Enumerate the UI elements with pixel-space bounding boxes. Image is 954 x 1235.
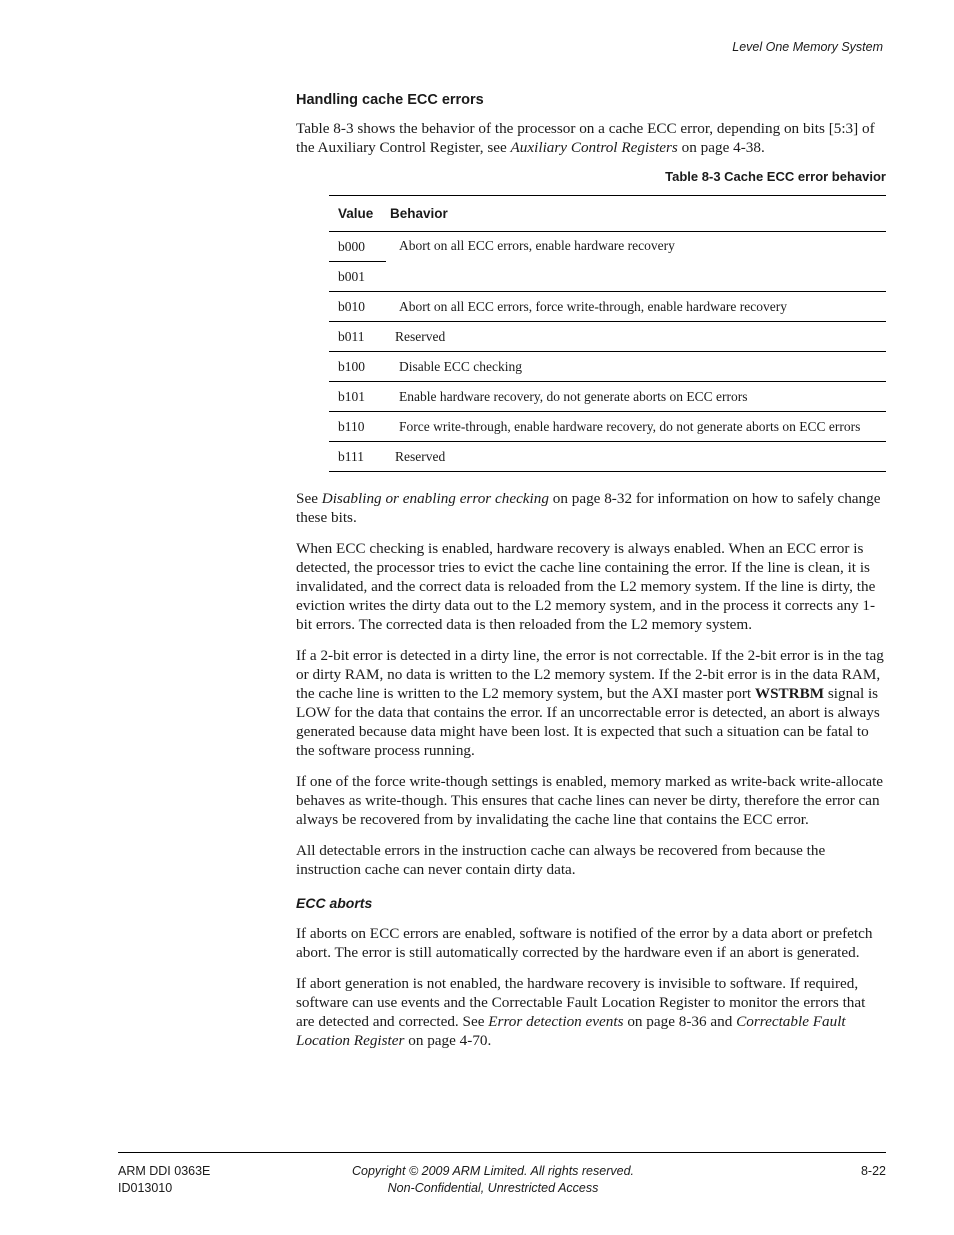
table-row xyxy=(329,442,886,472)
signal-name: WSTRBM xyxy=(754,685,825,702)
force-write-through-paragraph: If one of the force write-though settings is enabled, memory marked as write-back write-allocate behaves as write-though. This ensures that cache lines can never be dirty, therefore the error can always be recovered from by invalidating the cache line that contains the ECC error. xyxy=(296,773,884,828)
table-row xyxy=(329,352,886,382)
footer-copyright xyxy=(300,1163,686,1197)
abort-not-enabled-paragraph xyxy=(296,974,886,1050)
cell-value: b011 xyxy=(329,322,386,352)
table-row xyxy=(329,322,886,352)
two-bit-text: If a 2-bit error is detected in a dirty line, the error is not correctable. If the 2-bit error is in the tag or dirty RAM, no data is written to the L2 memory system. If the 2-bit error is in the data RAM, the cache line is written to the L2 memory system, but the AXI master port xyxy=(296,647,884,702)
running-header: Level One Memory System xyxy=(732,40,883,54)
two-bit-text-cont: signal is LOW for the data that contains the error. If an uncorrectable error is detected, an abort is always generated because data might have been lost. It is expected that such a situation can be fatal to the software process running. xyxy=(296,685,880,759)
cell-behavior: Reserved xyxy=(386,322,886,352)
see-text: See xyxy=(296,490,322,507)
see-paragraph xyxy=(296,489,886,527)
not-enabled-text-mid: on page 8-36 and xyxy=(623,1013,737,1030)
cell-value: b010 xyxy=(329,292,386,322)
cell-behavior: Reserved xyxy=(386,442,886,472)
cell-value: b000 xyxy=(329,232,386,262)
xref-disabling-enabling-error-checking[interactable]: Disabling or enabling error checking xyxy=(321,490,549,507)
table-row xyxy=(329,412,886,442)
intro-paragraph xyxy=(296,119,886,157)
footer-doc-info xyxy=(118,1163,210,1197)
not-enabled-text: If abort generation is not enabled, the hardware recovery is invisible to software. If required, software can use events and the Correctable Fault Location Register to monitor the errors that are detected and corrected. See xyxy=(296,975,866,1030)
cell-value: b111 xyxy=(329,442,386,472)
intro-text: Table 8-3 shows the behavior of the processor on a cache ECC error, depending on bits [5:3] of the Auxiliary Control Register, see xyxy=(296,120,875,156)
cell-value: b001 xyxy=(329,262,386,292)
cache-ecc-table xyxy=(329,195,886,472)
cell-value: b101 xyxy=(329,382,386,412)
copyright-text: Copyright © 2009 ARM Limited. All rights reserved. xyxy=(351,1164,634,1178)
xref-correctable-fault-location-register[interactable]: Correctable Fault Location Register xyxy=(296,1013,846,1049)
cell-behavior: Abort on all ECC errors, enable hardware recovery xyxy=(386,232,886,292)
cell-value: b110 xyxy=(329,412,386,442)
table-header-row xyxy=(329,196,886,232)
access-text: Non-Confidential, Unrestricted Access xyxy=(387,1181,599,1195)
intro-page-ref: on page 4-38. xyxy=(677,139,765,156)
subsection-title: ECC aborts xyxy=(296,895,373,911)
cell-value: b100 xyxy=(329,352,386,382)
page-number: 8-22 xyxy=(860,1164,886,1178)
xref-auxiliary-control-registers[interactable]: Auxiliary Control Registers xyxy=(510,139,678,156)
page-content xyxy=(296,92,886,1062)
issue-id: ID013010 xyxy=(118,1181,173,1195)
cell-behavior: Abort on all ECC errors, force write-through, enable hardware recovery xyxy=(386,292,886,322)
section-title: Handling cache ECC errors xyxy=(296,92,484,108)
footer-divider xyxy=(118,1152,886,1153)
column-header-value: Value xyxy=(329,196,386,232)
column-header-behavior: Behavior xyxy=(386,196,886,232)
doc-id: ARM DDI 0363E xyxy=(118,1164,211,1178)
cell-behavior: Force write-through, enable hardware recovery, do not generate aborts on ECC errors xyxy=(386,412,886,442)
table-row xyxy=(329,232,886,262)
ecc-enabled-paragraph: When ECC checking is enabled, hardware recovery is always enabled. When an ECC error is detected, the processor tries to evict the cache line containing the error. If the line is clean, it is invalidated, and the correct data is reloaded from the L2 memory system. If the line is dirty, the eviction writes the dirty data out to the L2 memory system, and in the process it corrects any 1-bit errors. The corrected data is then reloaded from the L2 memory system. xyxy=(296,540,876,633)
not-enabled-page-ref: on page 4-70. xyxy=(404,1032,492,1049)
table-row xyxy=(329,292,886,322)
cell-behavior: Enable hardware recovery, do not generate aborts on ECC errors xyxy=(386,382,886,412)
instruction-cache-paragraph: All detectable errors in the instruction cache can always be recovered from because the instruction cache can never contain dirty data. xyxy=(296,842,826,878)
table-row xyxy=(329,382,886,412)
two-bit-error-paragraph xyxy=(296,646,886,760)
cell-behavior: Disable ECC checking xyxy=(386,352,886,382)
see-page-ref: on page 8-32 for information on how to safely change these bits. xyxy=(296,490,881,526)
ecc-aborts-paragraph: If aborts on ECC errors are enabled, software is notified of the error by a data abort or prefetch abort. The error is still automatically corrected by the hardware even if an abort is generated. xyxy=(296,925,873,961)
xref-error-detection-events[interactable]: Error detection events xyxy=(488,1013,624,1030)
table-caption: Table 8-3 Cache ECC error behavior xyxy=(665,169,886,184)
